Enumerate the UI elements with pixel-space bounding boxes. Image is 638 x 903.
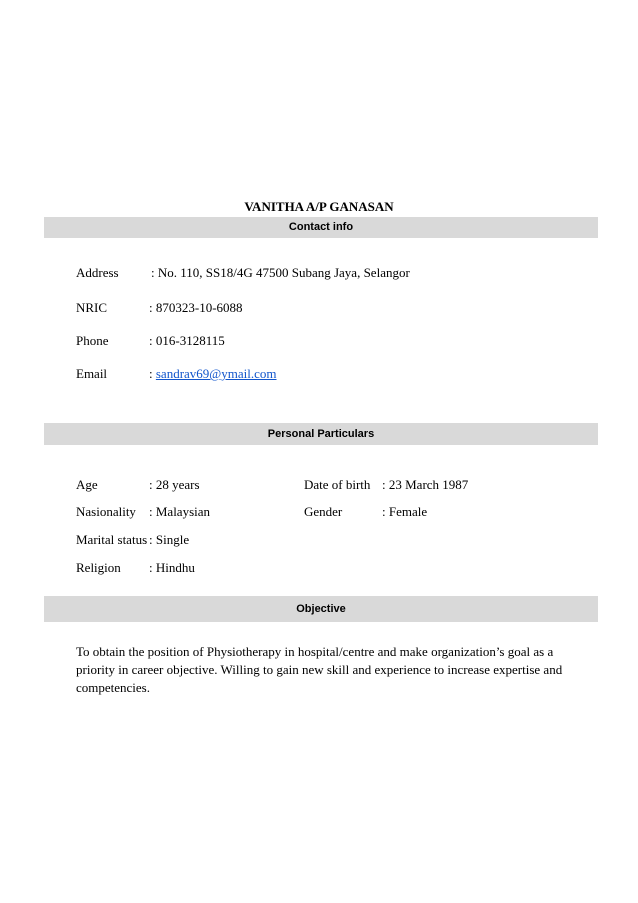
religion-label: Religion: [76, 560, 121, 575]
candidate-name: VANITHA A/P GANASAN: [244, 199, 394, 214]
marital-value: : Single: [149, 532, 190, 547]
email-link[interactable]: sandrav69@ymail.com: [155, 366, 277, 381]
section-header-personal-particulars: Personal Particulars: [44, 423, 598, 445]
section-header-contact-info: Contact info: [44, 217, 598, 238]
religion-value: : Hindhu: [149, 560, 195, 575]
phone-label: Phone: [76, 333, 109, 348]
age-label: Age: [76, 477, 98, 492]
email-value-wrapper: [149, 366, 277, 382]
gender-label: Gender: [304, 504, 343, 519]
address-value: : No. 110, SS18/4G 47500 Subang Jaya, Selangor: [151, 265, 410, 280]
nric-label: NRIC: [76, 300, 108, 315]
nationality-value: : Malaysian: [149, 504, 211, 519]
gender-value: : Female: [382, 504, 428, 519]
email-prefix: :: [149, 366, 156, 381]
phone-value: : 016-3128115: [149, 333, 225, 348]
section-header-objective: Objective: [44, 596, 598, 622]
marital-label: Marital status: [76, 532, 148, 547]
nationality-label: Nasionality: [76, 504, 136, 519]
address-label: Address: [76, 265, 119, 280]
dob-value: : 23 March 1987: [382, 477, 469, 492]
dob-label: Date of birth: [304, 477, 371, 492]
objective-paragraph: To obtain the position of Physiotherapy in hospital/centre and make organization’s goal as a priority in career objective. Willing to gain new skill and experience to increase expertise and competencies.: [76, 644, 563, 695]
age-value: : 28 years: [149, 477, 200, 492]
nric-value: : 870323-10-6088: [149, 300, 243, 315]
email-label: Email: [76, 366, 108, 381]
